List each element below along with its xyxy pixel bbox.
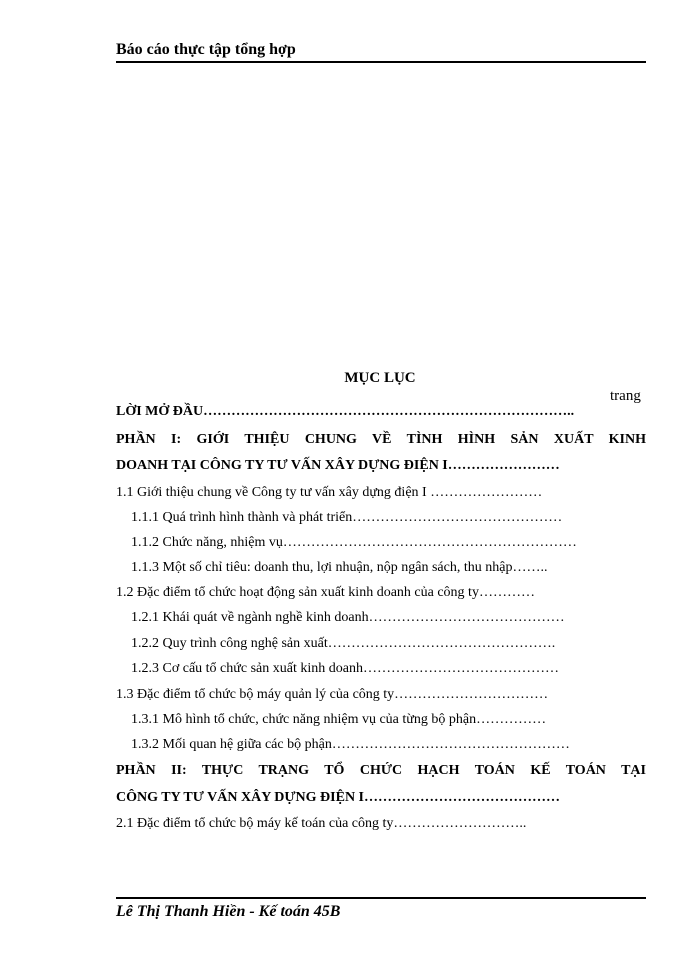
- toc-entry-1-1: 1.1 Giới thiệu chung về Công ty tư vấn xây dựng điện I ……………………: [116, 485, 543, 500]
- toc-entry-1-2-2: 1.2.2 Quy trình công nghệ sản xuất………………………………………….: [131, 636, 556, 651]
- toc-entry-part2-line2: CÔNG TY TƯ VẤN XÂY DỰNG ĐIỆN I……………………………………: [116, 790, 561, 805]
- toc-entry-part1-line1: PHẦN I: GIỚI THIỆU CHUNG VỀ TÌNH HÌNH SẢN XUẤT KINH: [116, 432, 646, 447]
- toc-entry-1-1-3: 1.1.3 Một số chỉ tiêu: doanh thu, lợi nhuận, nộp ngân sách, thu nhập……..: [131, 560, 548, 575]
- toc-entry-part2-line1: PHẦN II: THỰC TRẠNG TỔ CHỨC HẠCH TOÁN KẾ TOÁN TẠI: [116, 763, 646, 778]
- toc-title: MỤC LỤC: [344, 370, 416, 386]
- header-rule: [116, 61, 646, 63]
- toc-entry-preface: LỜI MỞ ĐẦU……………………………………………………………………..: [116, 404, 575, 419]
- toc-entry-1-3-2: 1.3.2 Mối quan hệ giữa các bộ phận……………………………………………: [131, 737, 570, 752]
- toc-entry-1-1-1: 1.1.1 Quá trình hình thành và phát triển………………………………………: [131, 510, 563, 525]
- footer-rule: [116, 897, 646, 899]
- page-header-title: Báo cáo thực tập tổng hợp: [116, 41, 296, 58]
- toc-entry-1-2-3: 1.2.3 Cơ cấu tổ chức sản xuất kinh doanh……………………………………: [131, 661, 559, 676]
- toc-entry-1-2: 1.2 Đặc điểm tổ chức hoạt động sản xuất kinh doanh của công ty…………: [116, 585, 535, 600]
- page-footer-author: Lê Thị Thanh Hiền - Kế toán 45B: [116, 903, 341, 920]
- toc-entry-1-3-1: 1.3.1 Mô hình tổ chức, chức năng nhiệm vụ của từng bộ phận……………: [131, 712, 547, 727]
- toc-entry-1-3: 1.3 Đặc điểm tổ chức bộ máy quản lý của công ty……………………………: [116, 687, 549, 702]
- toc-entry-2-1: 2.1 Đặc điểm tổ chức bộ máy kế toán của công ty………………………..: [116, 816, 527, 831]
- toc-entry-1-2-1: 1.2.1 Khái quát về ngành nghề kinh doanh……………………………………: [131, 610, 565, 625]
- toc-page-column-label: trang: [610, 388, 641, 404]
- toc-entry-1-1-2: 1.1.2 Chức năng, nhiệm vụ………………………………………………………: [131, 535, 577, 550]
- toc-entry-part1-line2: DOANH TẠI CÔNG TY TƯ VẤN XÂY DỰNG ĐIỆN I……………………: [116, 458, 560, 473]
